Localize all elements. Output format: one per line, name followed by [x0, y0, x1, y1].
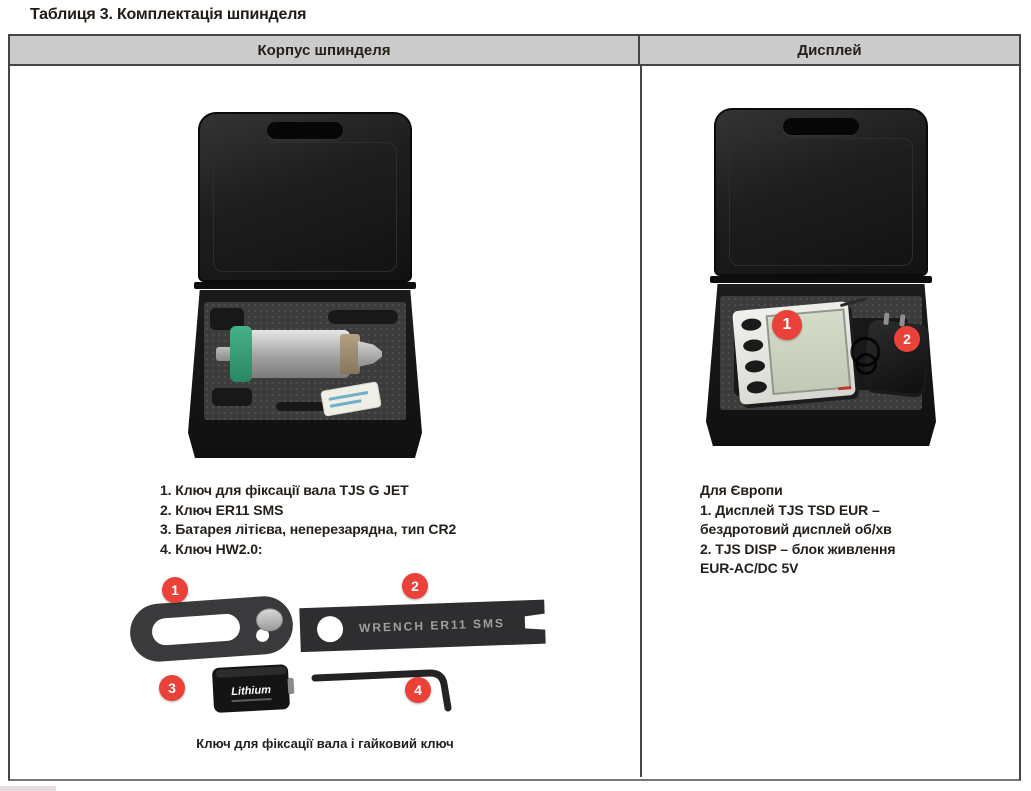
item-badge-3: 3 [159, 675, 185, 701]
case-base [188, 290, 422, 458]
list-item: 2. Ключ ER11 SMS [160, 501, 284, 518]
tools-illustration [125, 568, 575, 728]
case-lid-panel [213, 142, 397, 272]
display-button [746, 381, 767, 395]
case-hinge [710, 276, 932, 283]
description-line: бездротовий дисплей об/хв [700, 521, 892, 537]
foam-insert [720, 296, 922, 410]
case-lid [198, 112, 412, 282]
tools-caption: Ключ для фіксації вала і гайковий ключ [196, 736, 454, 751]
plug-pin [883, 313, 889, 325]
spindle-case-photo [188, 112, 422, 458]
description-line: EUR-AC/DC 5V [700, 560, 799, 576]
wrench-engraving: WRENCH ER11 SMS [358, 616, 506, 636]
list-item: 3. Батарея літієва, неперезарядна, тип CR2 [160, 521, 457, 537]
table-header-row [10, 36, 1019, 66]
foam-cutout [212, 388, 252, 406]
header-cell-display: Дисплей [797, 41, 862, 59]
display-antenna [840, 297, 868, 307]
display-kit-description [700, 481, 965, 579]
case-lid [714, 108, 928, 276]
item-badge-1: 1 [162, 577, 188, 603]
case-handle-cutout [267, 122, 343, 139]
spindle-body [242, 330, 350, 378]
case-lid-panel [729, 138, 913, 266]
spindle-kit-list [160, 481, 456, 559]
kit-table [8, 34, 1021, 781]
display-brand-mark [838, 386, 851, 390]
plug-pin [899, 314, 905, 326]
silica-gel-packet [320, 381, 382, 417]
foam-cutout [328, 310, 398, 324]
header-cell-spindle-body: Корпус шпинделя [10, 36, 640, 64]
spindle-green-ring [230, 326, 252, 382]
item-badge-2: 2 [894, 326, 920, 352]
display-button [741, 318, 762, 332]
page-title: Таблиця 3. Комплектація шпинделя [30, 6, 307, 23]
region-heading: Для Європи [700, 482, 783, 498]
item-badge-2: 2 [402, 573, 428, 599]
item-badge-1: 1 [772, 310, 802, 340]
cr2-battery [212, 664, 295, 713]
tools-photo [125, 568, 575, 728]
shaft-lock-wrench [128, 594, 295, 663]
display-button [743, 339, 764, 353]
display-button [745, 360, 766, 374]
case-handle-cutout [783, 118, 859, 135]
page-edge-artifact [0, 786, 56, 791]
item-badge-4: 4 [405, 677, 431, 703]
description-line: 2. TJS DISP – блок живлення [700, 540, 896, 557]
list-item: 4. Ключ HW2.0: [160, 540, 263, 557]
battery-label: Lithium [230, 684, 272, 699]
foam-insert [204, 302, 406, 420]
column-divider [640, 66, 642, 777]
spindle-brass-section [340, 334, 360, 374]
case-base [706, 284, 936, 446]
description-line: 1. Дисплей TJS TSD EUR – [700, 501, 880, 518]
er11-wrench [299, 600, 545, 653]
display-case-photo [706, 108, 936, 446]
list-item: 1. Ключ для фіксації вала TJS G JET [160, 482, 409, 498]
spindle-unit [228, 326, 384, 382]
case-hinge [194, 282, 416, 289]
table-body-row [10, 66, 1019, 777]
spindle-nose-cone [358, 341, 382, 367]
